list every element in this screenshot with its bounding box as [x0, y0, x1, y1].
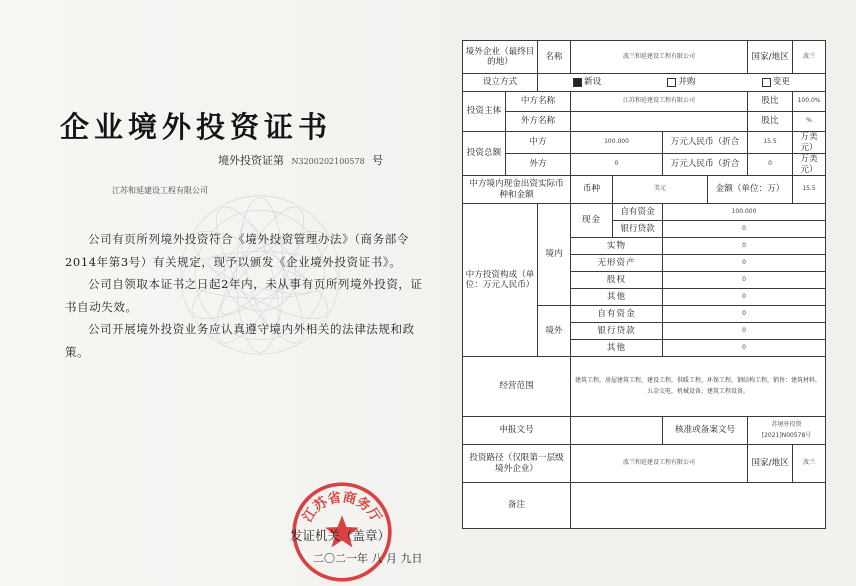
- own-funds-value: 100.000: [663, 204, 826, 221]
- certificate-title: 企业境外投资证书: [60, 110, 333, 144]
- setup-option-new: 新设: [573, 77, 601, 88]
- checkbox-icon: [762, 78, 771, 87]
- enterprise-label: 境外企业（最终目的地）: [463, 41, 538, 74]
- investment-path-label: 投资路径（仅限第一层级境外企业）: [463, 445, 571, 483]
- bank-loan-label: 银行贷款: [613, 221, 663, 238]
- investment-method-label: 中方投资构成（单位：万元人民币）: [463, 204, 538, 357]
- paragraph-3: 公司开展境外投资业务应认真遵守境内外相关的法律法规和政策。: [65, 322, 415, 359]
- overseas-label: 境外: [538, 306, 571, 357]
- domestic-item-value: 0: [663, 272, 826, 289]
- own-funds-label: 自有资金: [613, 204, 663, 221]
- foreign-amount-usd: 0: [748, 154, 793, 176]
- certificate-number-label: 境外投资证第: [218, 154, 284, 167]
- certificate-details-table: [462, 40, 825, 529]
- domestic-item-label: 其他: [571, 289, 663, 306]
- seal-text: 江苏省商务厅: [299, 489, 385, 526]
- chinese-amount-label: 中方: [506, 132, 571, 154]
- chinese-share-ratio: 100.0%: [793, 92, 826, 112]
- chinese-party-name: 江苏和延建设工程有限公司: [571, 92, 748, 112]
- foreign-amount-unit: 万元人民币（折合: [663, 154, 748, 176]
- cash-amount-value: 15.5: [793, 176, 826, 204]
- overseas-item-label: 其他: [571, 340, 663, 357]
- chinese-party-name-label: 中方名称: [506, 92, 571, 112]
- name-label: 名称: [538, 41, 571, 74]
- country-value: 波兰: [793, 41, 826, 74]
- approval-number-value: 苏境外投资[2021]N00578号: [748, 417, 826, 445]
- overseas-item-value: 0: [663, 340, 826, 357]
- certificate-number-line: [218, 152, 383, 168]
- foreign-party-name: [571, 112, 748, 132]
- total-investment-label: 投资总额: [463, 132, 506, 176]
- domestic-item-label: 实物: [571, 238, 663, 255]
- overseas-item-value: 0: [663, 323, 826, 340]
- certificate-body-text: [65, 228, 425, 363]
- foreign-party-name-label: 外方名称: [506, 112, 571, 132]
- notes-value: [571, 483, 826, 529]
- enterprise-name: 波兰和延建设工程有限公司: [571, 41, 748, 74]
- issuing-authority: 发证机关（盖章）: [290, 528, 391, 543]
- path-country-label: 国家/地区: [748, 445, 793, 483]
- investment-path-enterprise: 波兰和延建设工程有限公司: [571, 445, 748, 483]
- country-label: 国家/地区: [748, 41, 793, 74]
- company-name: 江苏和延建设工程有限公司: [112, 186, 208, 195]
- share-ratio-label: 股比: [748, 92, 793, 112]
- report-number-label: 申报文号: [463, 417, 571, 445]
- bank-loan-value: 0: [663, 221, 826, 238]
- cash-item-label: 现金: [571, 204, 613, 238]
- certificate-number-suffix: 号: [372, 154, 384, 167]
- business-scope-label: 经营范围: [463, 357, 571, 417]
- overseas-item-value: 0: [663, 306, 826, 323]
- currency-value: 美元: [613, 176, 708, 204]
- setup-method-options: [538, 74, 826, 92]
- chinese-amount-usd-unit: 万美元）: [793, 132, 826, 154]
- setup-option-acquisition: 并购: [667, 77, 695, 88]
- domestic-item-label: 无形资产: [571, 255, 663, 272]
- domestic-item-value: 0: [663, 289, 826, 306]
- business-scope-value: 建筑工程，房屋建筑工程，建设工程，供暖工程，环保工程，钢结构工程，销售：建筑材料，五金交电，机械设备，建筑工程设备。: [571, 357, 826, 417]
- domestic-item-label: 股权: [571, 272, 663, 289]
- domestic-item-value: 0: [663, 255, 826, 272]
- foreign-amount-usd-unit: 万美元）: [793, 154, 826, 176]
- foreign-share-ratio: %: [793, 112, 826, 132]
- domestic-label: 境内: [538, 204, 571, 306]
- path-country-value: 波兰: [793, 445, 826, 483]
- notes-label: 备注: [463, 483, 571, 529]
- share-ratio-label: 股比: [748, 112, 793, 132]
- paragraph-2: 公司自领取本证书之日起2年内，未从事有页所列境外投资，证书自动失效。: [65, 277, 423, 314]
- chinese-amount-usd: 15.5: [748, 132, 793, 154]
- foreign-amount-value: 0: [571, 154, 663, 176]
- domestic-item-value: 0: [663, 238, 826, 255]
- currency-label: 币种: [571, 176, 613, 204]
- setup-option-change: 变更: [762, 77, 790, 88]
- approval-number-label: 核准或备案文号: [663, 417, 748, 445]
- investment-subject-label: 投资主体: [463, 92, 506, 132]
- certificate-number: N3200202100578: [291, 157, 365, 166]
- setup-method-label: 设立方式: [463, 74, 538, 92]
- foreign-amount-label: 外方: [506, 154, 571, 176]
- chinese-amount-unit: 万元人民币（折合: [663, 132, 748, 154]
- paragraph-1: 公司有页所列境外投资符合《境外投资管理办法》（商务部令2014年第3号）有关规定，现予以颁发《企业境外投资证书》。: [65, 232, 409, 269]
- report-number-value: [571, 417, 663, 445]
- issue-date: 二〇二一年 八 月 九日: [313, 552, 423, 565]
- overseas-item-label: 银行贷款: [571, 323, 663, 340]
- overseas-item-label: 自有资金: [571, 306, 663, 323]
- cash-contribution-label: 中方境内现金出资实际币种和金额: [463, 176, 571, 204]
- chinese-amount-value: 100.000: [571, 132, 663, 154]
- checkbox-icon: [573, 78, 582, 87]
- checkbox-icon: [667, 78, 676, 87]
- cash-amount-label: 金额（单位：万）: [708, 176, 793, 204]
